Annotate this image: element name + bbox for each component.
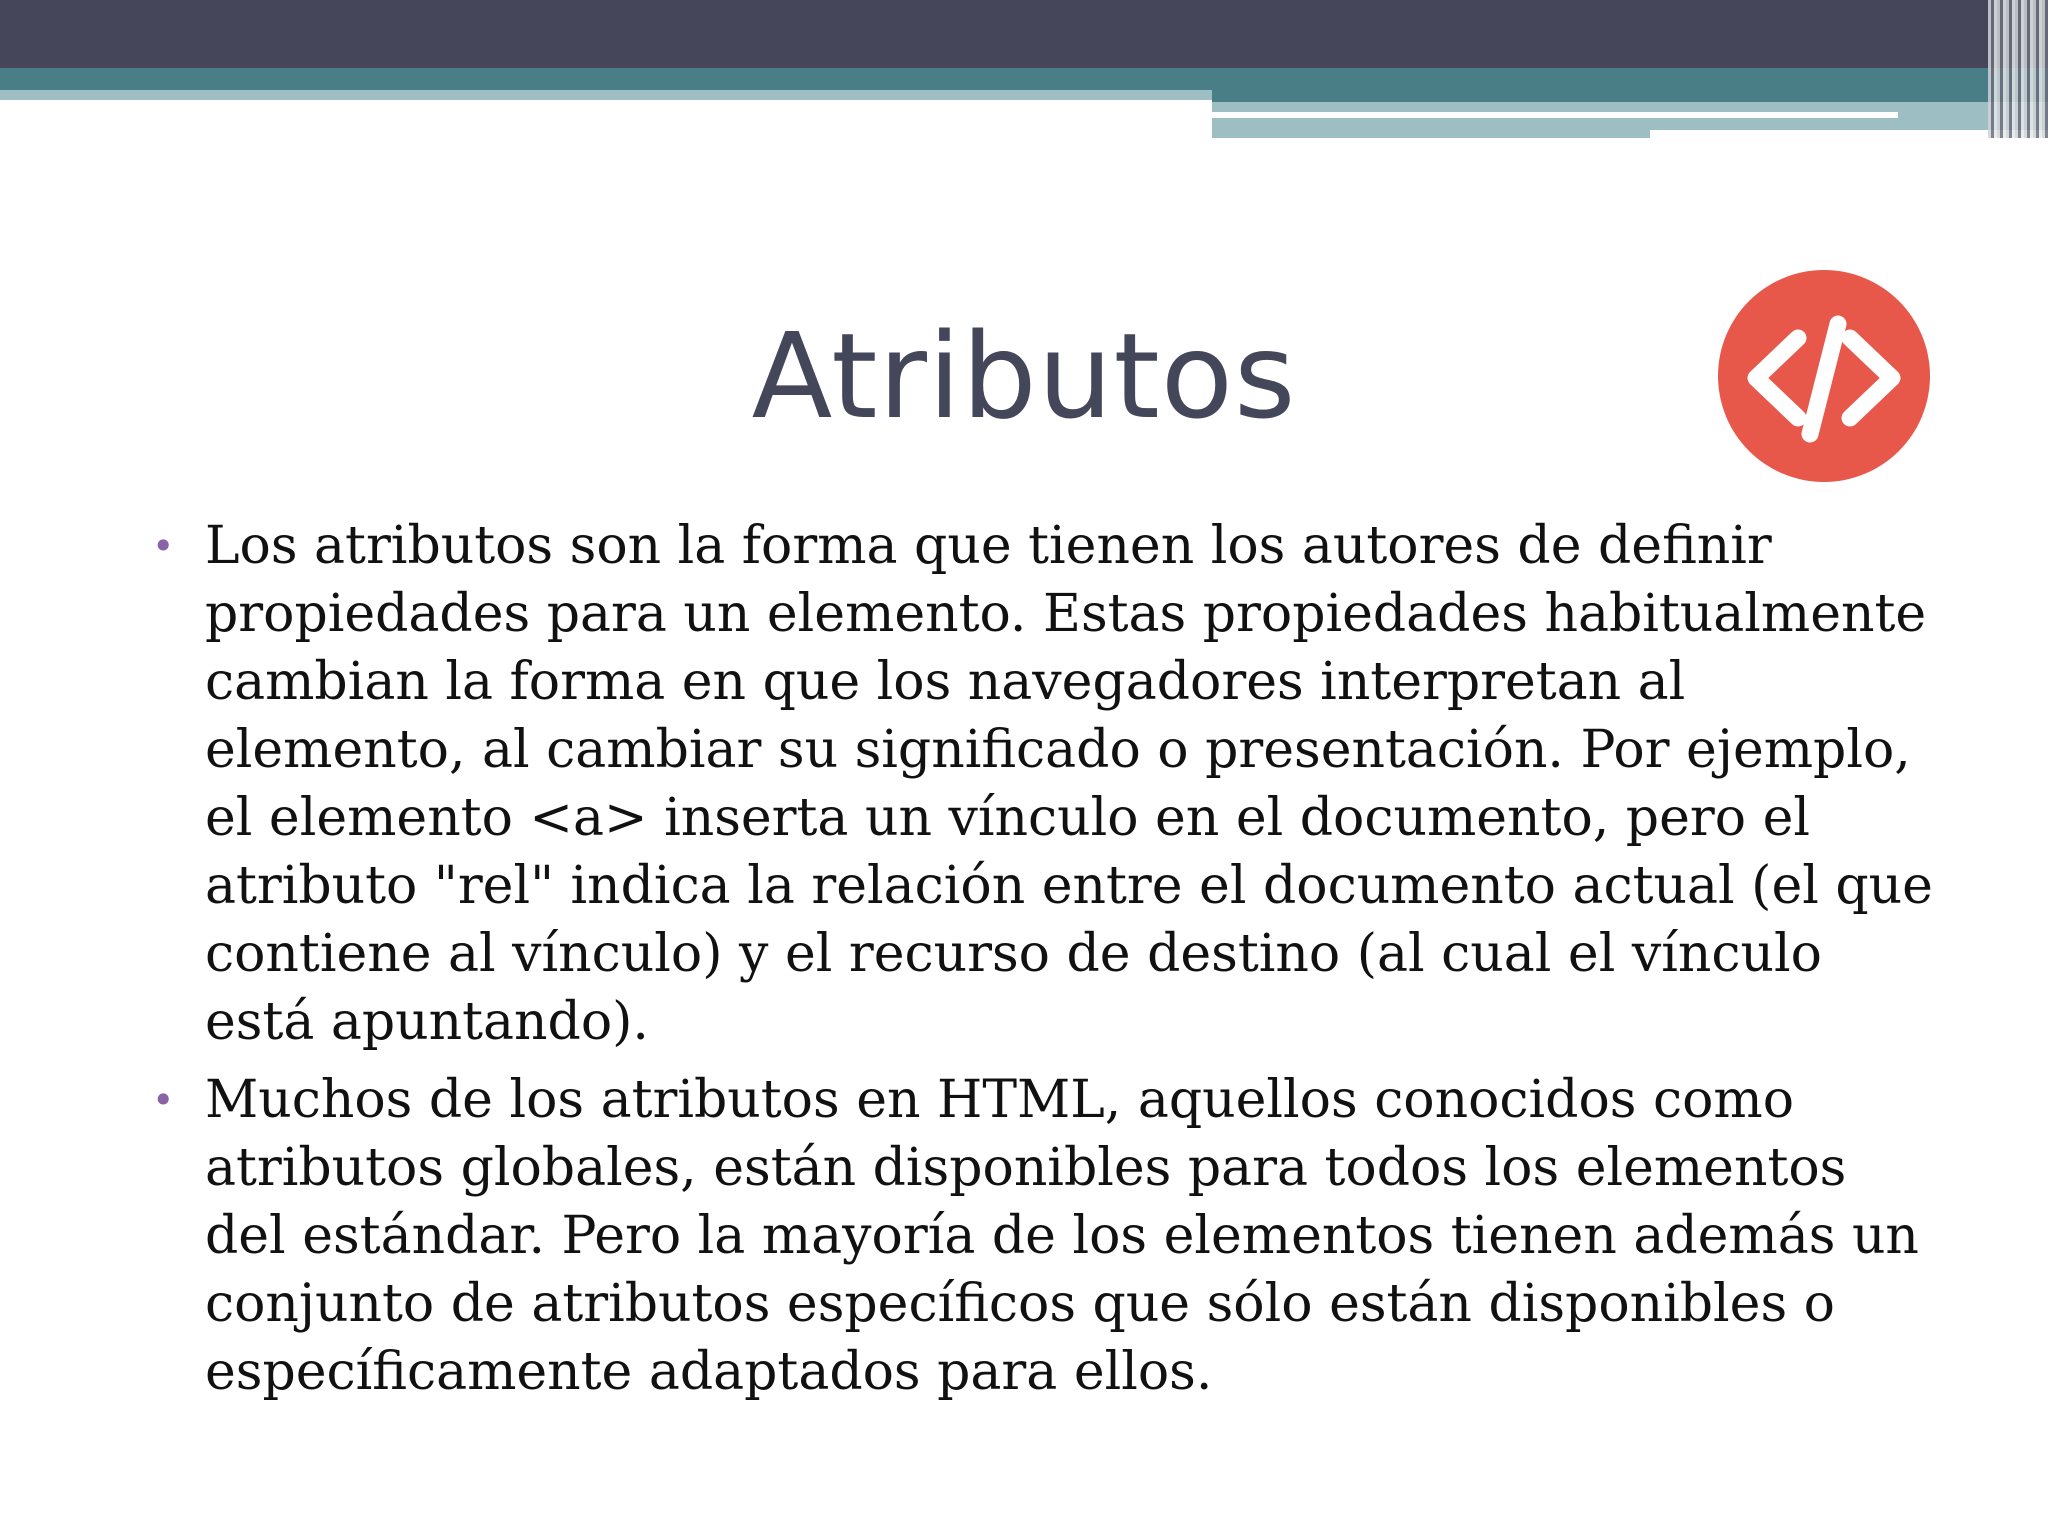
- slide-title: Atributos: [751, 307, 1297, 445]
- bullet-marker: •: [152, 524, 175, 568]
- bullet-list: [140, 512, 1940, 1406]
- header-band-right-teal: [1212, 90, 2048, 102]
- bullet-marker: •: [152, 1078, 175, 1122]
- header-band-teal: [0, 68, 2048, 90]
- code-icon: [1716, 268, 1932, 484]
- bullet-item: [140, 512, 1940, 1056]
- slide-content: [140, 512, 1940, 1416]
- bullet-item: [140, 1066, 1940, 1406]
- header-band-dark: [0, 0, 2048, 68]
- header-band-divider: [1212, 112, 1898, 118]
- header-band-light: [0, 90, 1212, 100]
- bullet-text: Los atributos son la forma que tienen los autores de definir propiedades para un elemento. Estas propiedades habitualmente cambian la forma en que los navegadores interpretan al elemento, al cambiar su significado o presentación. Por ejemplo, el elemento <a> inserta un vínculo en el documento, pero el atributo "rel" indica la relación entre el documento actual (el que contiene al vínculo) y el recurso de destino (al cual el vínculo está apuntando).: [205, 516, 1933, 1052]
- header-stripes: [1988, 0, 2048, 138]
- bullet-text: Muchos de los atributos en HTML, aquellos conocidos como atributos globales, están disponibles para todos los elementos del estándar. Pero la mayoría de los elementos tienen además un conjunto de atributos específicos que sólo están disponibles o específicamente adaptados para ellos.: [205, 1070, 1919, 1402]
